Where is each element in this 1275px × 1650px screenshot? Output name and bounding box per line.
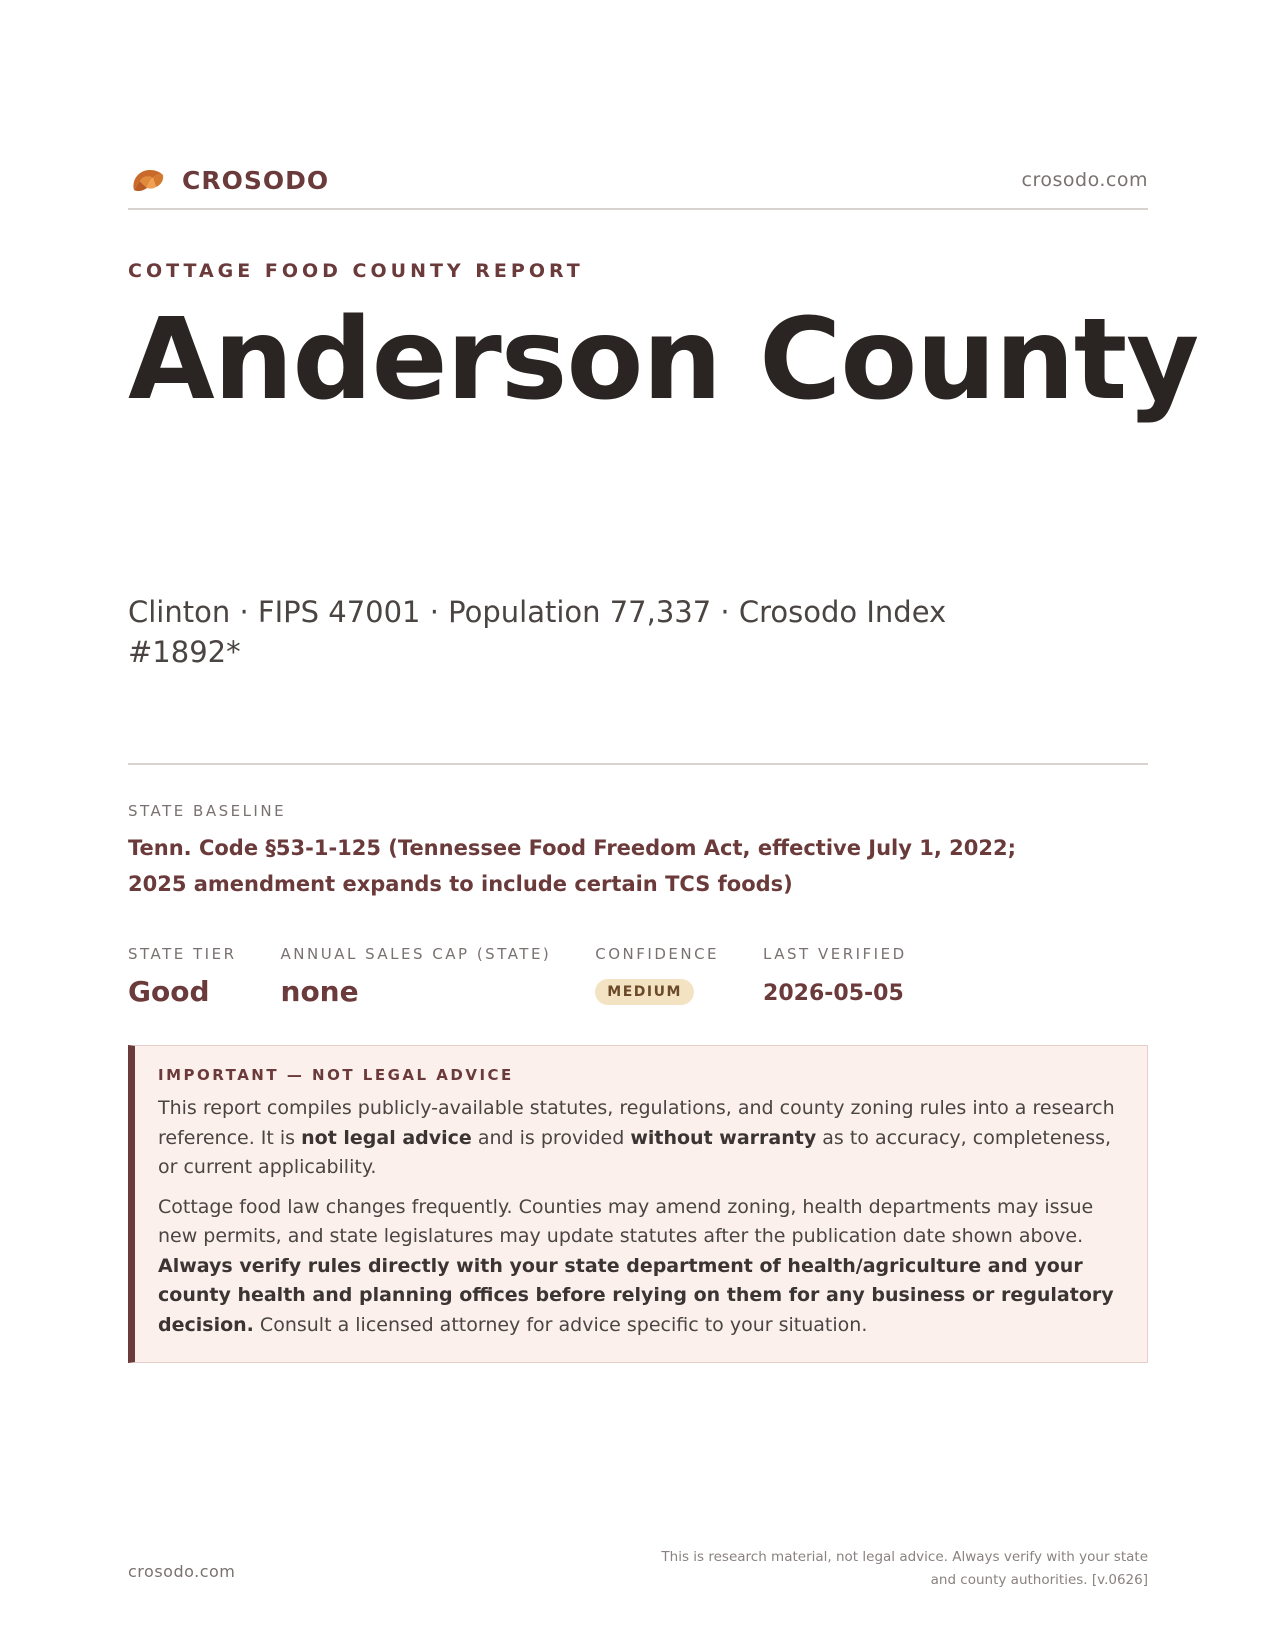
footer-disclaimer-line: and county authorities. [v.0626] (930, 1572, 1148, 1588)
report-eyebrow: COTTAGE FOOD COUNTY REPORT (128, 260, 584, 282)
notice-text: and is provided (471, 1126, 631, 1149)
notice-text: Consult a licensed attorney for advice specific to your situation. (253, 1313, 868, 1336)
notice-emphasis: Always verify rules directly with your state department of health/agriculture and your county health and planning offices before relying on them for any business or regulatory decision. (158, 1254, 1114, 1336)
stat-value: Good (128, 975, 210, 1008)
notice-emphasis: not legal advice (301, 1126, 472, 1149)
stat-value: none (280, 975, 359, 1008)
header-site-link[interactable]: crosodo.com (1021, 169, 1148, 191)
notice-text: as to accuracy, completeness, or current applicability. (158, 1126, 1112, 1178)
confidence-badge: MEDIUM (595, 979, 694, 1005)
stat-label: ANNUAL SALES CAP (STATE) (280, 945, 552, 963)
section-divider (128, 763, 1148, 765)
notice-text: This report compiles publicly-available statutes, regulations, and county zoning rules into a research reference. It is (158, 1097, 1115, 1149)
legal-notice-paragraph (158, 1094, 1123, 1183)
stat-label: STATE TIER (128, 945, 237, 963)
stat-sales-cap (281, 945, 552, 1008)
stat-state-tier (128, 945, 237, 1008)
brand[interactable] (128, 160, 329, 200)
stats-row (128, 945, 951, 1008)
stat-label: LAST VERIFIED (763, 945, 907, 963)
report-page (128, 160, 1199, 1336)
state-baseline (128, 802, 1148, 902)
croissant-icon (128, 160, 168, 200)
stat-confidence (595, 945, 719, 1008)
page-title: Anderson County (128, 295, 1199, 425)
stat-label: CONFIDENCE (595, 945, 720, 963)
report-header (128, 160, 1148, 210)
legal-notice-heading: IMPORTANT — NOT LEGAL ADVICE (158, 1066, 514, 1084)
legal-notice (128, 1045, 1148, 1363)
legal-notice-paragraph (158, 1193, 1123, 1341)
notice-emphasis: without warranty (630, 1126, 817, 1149)
brand-name: CROSODO (182, 165, 330, 195)
state-baseline-label: STATE BASELINE (128, 802, 287, 820)
footer-disclaimer (628, 1546, 1148, 1592)
notice-text: Cottage food law changes frequently. Counties may amend zoning, health departments may issue new permits, and state legislatures may update statutes after the publication date shown above. (158, 1195, 1094, 1247)
footer-site-link[interactable]: crosodo.com (128, 1562, 236, 1581)
stat-value: 2026-05-05 (763, 981, 904, 1006)
state-baseline-text: Tenn. Code §53-1-125 (Tennessee Food Freedom Act, effective July 1, 2022; 2025 amendment expands to include certain TCS foods) (128, 836, 1016, 896)
footer-disclaimer-line: This is research material, not legal advice. Always verify with your state (661, 1549, 1148, 1565)
stat-last-verified (763, 945, 907, 1008)
report-subtitle: Clinton · FIPS 47001 · Population 77,337 · Crosodo Index #1892* (128, 595, 947, 669)
